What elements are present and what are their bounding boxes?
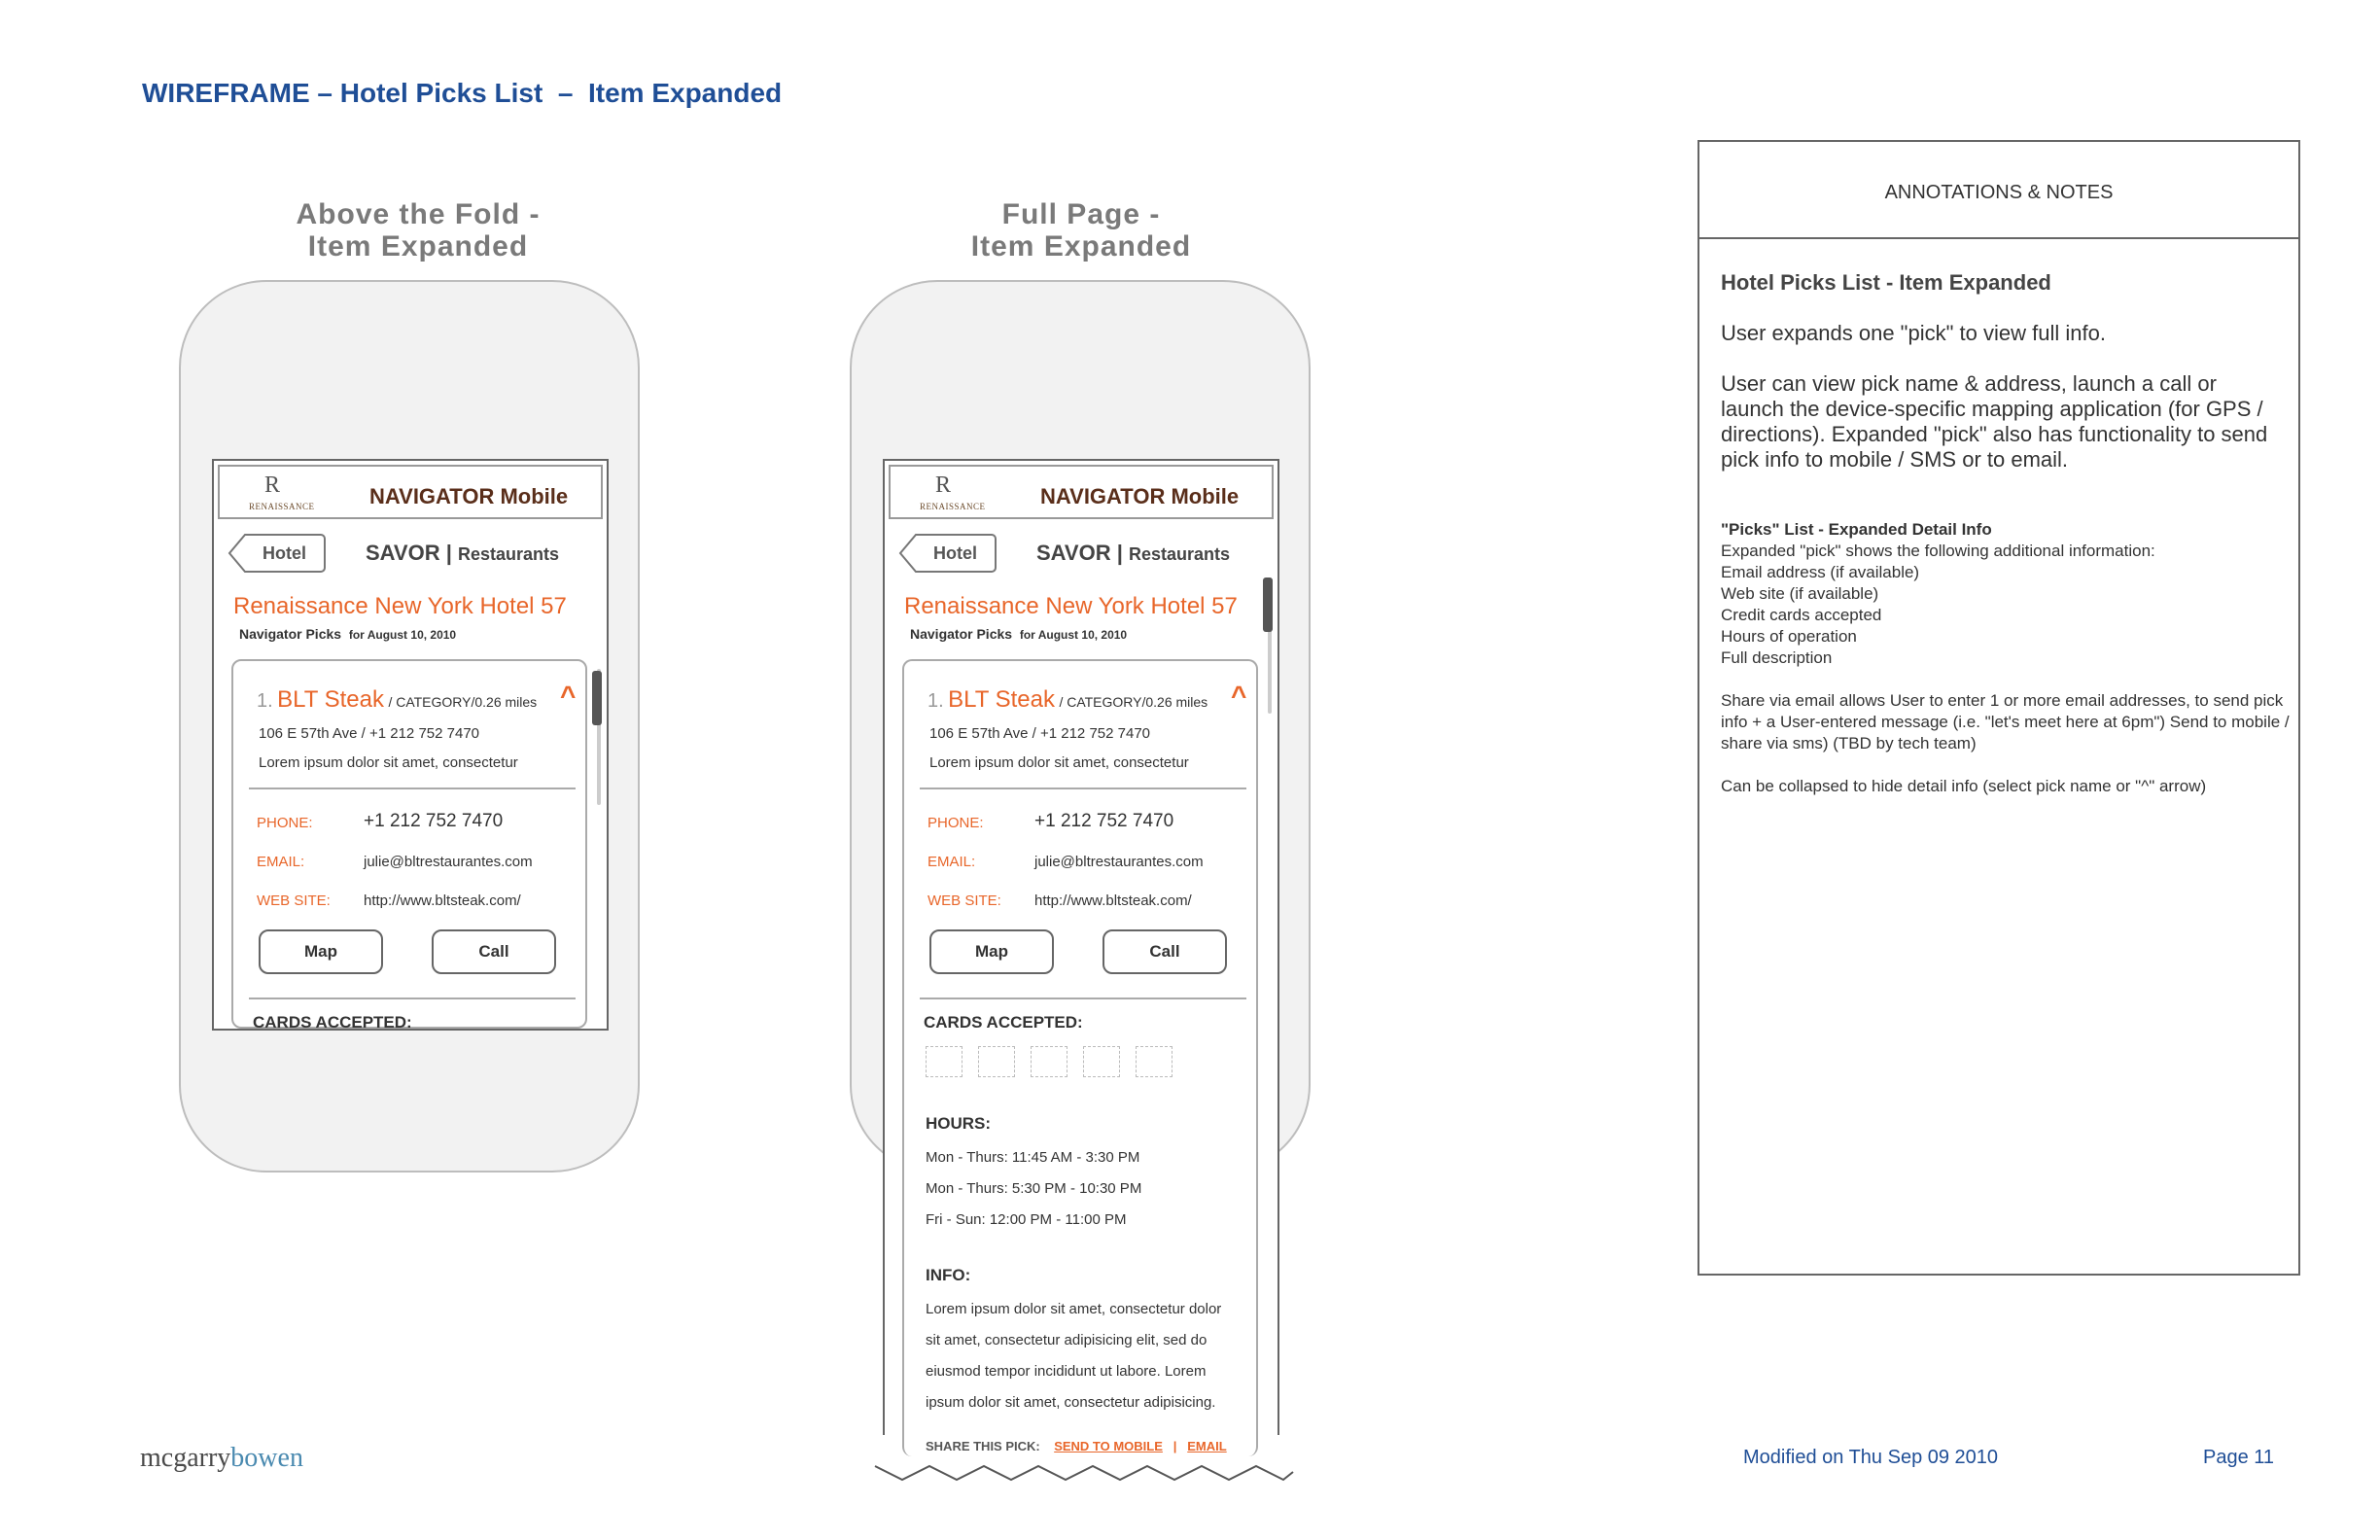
app-title: NAVIGATOR Mobile (1040, 484, 1240, 508)
hotel-name: Renaissance New York Hotel 57 (233, 593, 567, 619)
page-title: WIREFRAME – Hotel Picks List – Item Expanded (142, 78, 783, 108)
pick-card (902, 659, 1258, 1456)
credit-card-icon (978, 1046, 1015, 1077)
email-label: EMAIL: (257, 854, 305, 870)
cards-accepted-label: CARDS ACCEPTED: (924, 1013, 1083, 1032)
pick-name[interactable]: BLT Steak (277, 686, 384, 713)
hotel-name: Renaissance New York Hotel 57 (904, 593, 1238, 619)
scrollbar-thumb[interactable] (592, 671, 602, 725)
section-title-text: SAVOR | (366, 541, 452, 565)
picks-label: Navigator Picks (239, 626, 342, 642)
section-title (366, 541, 559, 566)
pick-title-row[interactable] (257, 686, 537, 714)
share-row (926, 1439, 1227, 1453)
back-button-hotel[interactable] (228, 533, 325, 574)
pick-teaser: Lorem ipsum dolor sit amet, consectetur (929, 754, 1189, 771)
map-button[interactable]: Map (929, 929, 1054, 974)
column-label-line: Item Expanded (307, 230, 529, 262)
call-button[interactable]: Call (1102, 929, 1227, 974)
back-button-hotel[interactable] (898, 533, 996, 574)
detail-line: Expanded "pick" shows the following additional information: (1721, 542, 2155, 560)
detail-line: Hours of operation (1721, 627, 1857, 646)
section-subtitle: Restaurants (458, 544, 560, 564)
picks-date (239, 626, 456, 642)
picks-date (910, 626, 1127, 642)
website-value[interactable]: http://www.bltsteak.com/ (1034, 892, 1192, 909)
brand-logo (140, 1443, 303, 1474)
back-button-label: Hotel (262, 543, 306, 563)
email-label: EMAIL: (928, 854, 976, 870)
modified-date: Modified on Thu Sep 09 2010 (1743, 1447, 1999, 1468)
pick-card (231, 659, 587, 1032)
hours-line: Mon - Thurs: 11:45 AM - 3:30 PM (926, 1149, 1140, 1166)
annotations-panel (1698, 140, 2300, 1276)
pick-name[interactable]: BLT Steak (948, 686, 1055, 713)
hours-line: Mon - Thurs: 5:30 PM - 10:30 PM (926, 1180, 1142, 1197)
phone-value[interactable]: +1 212 752 7470 (1034, 811, 1174, 831)
logo-text: RENAISSANCE (249, 502, 315, 511)
section-subtitle: Restaurants (1129, 544, 1231, 564)
detail-line: Full description (1721, 648, 1833, 667)
pick-address: 106 E 57th Ave / +1 212 752 7470 (259, 725, 480, 742)
column-label-line: Full Page - (1001, 198, 1161, 230)
email-link[interactable]: EMAIL (1187, 1439, 1227, 1453)
section-title (1036, 541, 1230, 566)
email-value[interactable]: julie@bltrestaurantes.com (364, 854, 533, 870)
share-separator: | (1172, 1439, 1177, 1453)
logo-text: RENAISSANCE (920, 502, 986, 511)
picks-date-value: for August 10, 2010 (348, 628, 457, 642)
credit-card-icon (926, 1046, 962, 1077)
pick-number: 1. (928, 690, 944, 712)
pick-meta: / CATEGORY/0.26 miles (1059, 694, 1208, 710)
divider (249, 998, 576, 999)
divider (249, 788, 576, 789)
picks-label: Navigator Picks (910, 626, 1013, 642)
info-line: eiusmod tempor incididunt ut labore. Lorem (926, 1363, 1207, 1380)
back-button-label: Hotel (933, 543, 977, 563)
detail-line: Credit cards accepted (1721, 606, 1882, 624)
credit-card-icon (1031, 1046, 1068, 1077)
column-label-line: Above the Fold - (296, 198, 541, 230)
collapse-note: Can be collapsed to hide detail info (select pick name or "^" arrow) (1721, 777, 2207, 795)
torn-edge-icon (875, 1458, 1293, 1497)
notes-title: Hotel Picks List - Item Expanded (1721, 270, 2051, 295)
pick-number: 1. (257, 690, 273, 712)
credit-card-icon (1136, 1046, 1172, 1077)
pick-address: 106 E 57th Ave / +1 212 752 7470 (929, 725, 1151, 742)
info-line: sit amet, consectetur adipisicing elit, sed do (926, 1332, 1208, 1348)
phone-label: PHONE: (257, 815, 313, 831)
detail-line: Email address (if available) (1721, 563, 1920, 581)
map-button[interactable]: Map (259, 929, 383, 974)
picks-date-value: for August 10, 2010 (1019, 628, 1128, 642)
detail-title: "Picks" List - Expanded Detail Info (1721, 520, 1992, 539)
hours-label: HOURS: (926, 1114, 992, 1133)
cards-accepted-label: CARDS ACCEPTED: (253, 1013, 412, 1032)
phone-screen-full-page (883, 459, 1279, 1453)
divider (920, 998, 1246, 999)
phone-value[interactable]: +1 212 752 7470 (364, 811, 504, 831)
detail-line: Web site (if available) (1721, 584, 1879, 603)
pick-meta: / CATEGORY/0.26 miles (388, 694, 538, 710)
call-button[interactable]: Call (432, 929, 556, 974)
info-line: ipsum dolor sit amet, consectetur adipisicing. (926, 1394, 1216, 1411)
column-label-above-fold (224, 198, 612, 262)
phone-screen-above-fold (212, 459, 609, 1031)
brand-logo-part: mcgarry (140, 1443, 231, 1473)
renaissance-logo-icon: R (264, 472, 281, 498)
column-label-line: Item Expanded (970, 230, 1192, 262)
pick-title-row[interactable] (928, 686, 1208, 714)
notes-paragraph: User can view pick name & address, launch a call or launch the device-specific mapping application (for GPS / directions). Expanded "pick" also has functionality to send pick info to mobile / SMS or to email. (1721, 371, 2268, 472)
app-header (889, 465, 1274, 519)
app-header (218, 465, 603, 519)
app-title: NAVIGATOR Mobile (369, 484, 569, 508)
share-note: Share via email allows User to enter 1 or more email addresses, to send pick info + a User-entered message (i.e. "let's meet here at 6pm") Send to mobile / share via sms) (TBD by tech team) (1721, 691, 2290, 752)
brand-logo-part: bowen (230, 1443, 303, 1473)
hours-line: Fri - Sun: 12:00 PM - 11:00 PM (926, 1211, 1127, 1228)
website-label: WEB SITE: (928, 892, 1001, 909)
divider (920, 788, 1246, 789)
send-to-mobile-link[interactable]: SEND TO MOBILE (1054, 1439, 1163, 1453)
page-number: Page 11 (2203, 1447, 2275, 1468)
website-value[interactable]: http://www.bltsteak.com/ (364, 892, 521, 909)
notes-paragraph: User expands one "pick" to view full info. (1721, 321, 2106, 345)
info-line: Lorem ipsum dolor sit amet, consectetur dolor (926, 1301, 1222, 1317)
scrollbar-thumb[interactable] (1263, 578, 1273, 632)
phone-label: PHONE: (928, 815, 984, 831)
info-label: INFO: (926, 1266, 971, 1284)
section-title-text: SAVOR | (1036, 541, 1123, 565)
share-label: SHARE THIS PICK: (926, 1439, 1040, 1453)
renaissance-logo-icon: R (935, 472, 952, 498)
email-value[interactable]: julie@bltrestaurantes.com (1034, 854, 1204, 870)
column-label-full-page (887, 198, 1276, 262)
credit-card-icon (1083, 1046, 1120, 1077)
collapse-caret-icon[interactable]: ^ (560, 681, 577, 711)
collapse-caret-icon[interactable]: ^ (1231, 681, 1247, 711)
website-label: WEB SITE: (257, 892, 331, 909)
annotations-header: ANNOTATIONS & NOTES (1699, 142, 2298, 239)
pick-teaser: Lorem ipsum dolor sit amet, consectetur (259, 754, 518, 771)
